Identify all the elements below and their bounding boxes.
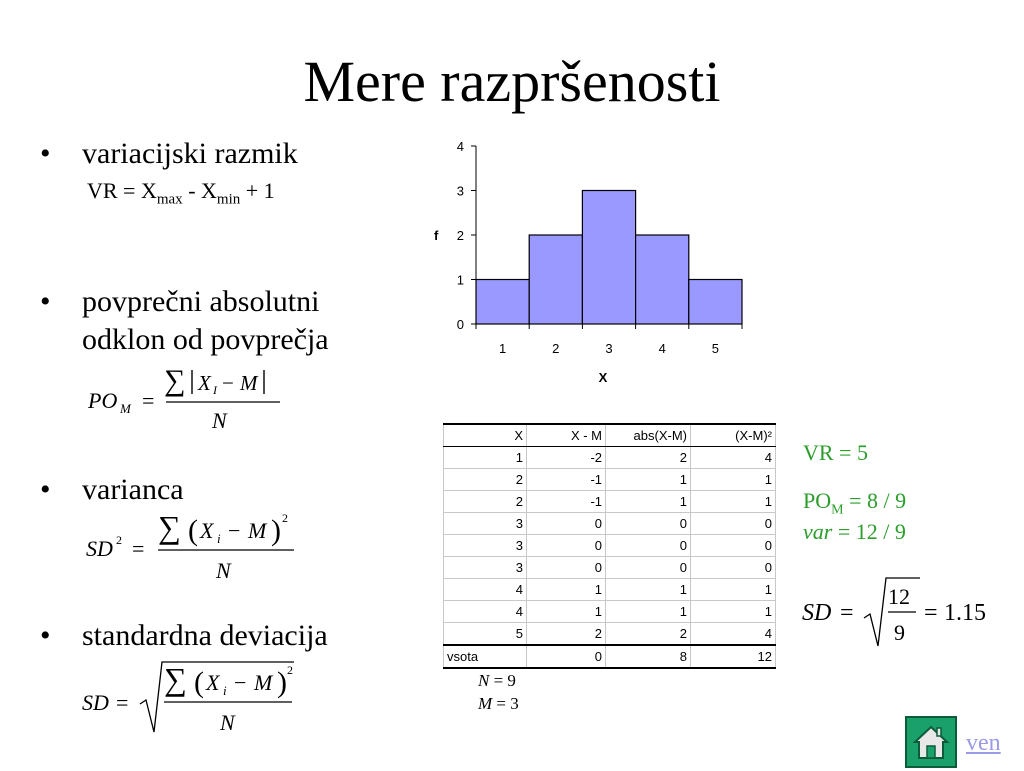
svg-text:(: ( [194, 666, 204, 699]
frequency-histogram [420, 130, 760, 390]
variance-result: var = 12 / 9 [803, 519, 906, 544]
svg-text:=: = [840, 600, 854, 626]
m-value: M = 3 [478, 694, 519, 713]
column-header: abs(X-M) [606, 424, 691, 447]
svg-text:M: M [248, 518, 267, 543]
deviation-table [443, 423, 776, 669]
bullet-label: variacijski razmik [82, 137, 298, 170]
column-header: X - M [527, 424, 606, 447]
table-cell: -1 [527, 469, 606, 491]
svg-text:9: 9 [894, 620, 905, 645]
svg-text:2: 2 [282, 511, 288, 525]
histogram-bar [636, 235, 689, 324]
sd-result-formula [800, 574, 1000, 654]
x-tick-label: 4 [658, 341, 666, 356]
svg-text:): ) [277, 666, 287, 699]
svg-text:=: = [924, 600, 938, 626]
po-result: $PO_M = 8 / 9$ [803, 488, 907, 518]
svg-text:X: X [206, 670, 220, 695]
column-header: (X-M)² [691, 424, 776, 447]
table-cell: 1 [527, 579, 606, 601]
table-header-row [444, 424, 776, 447]
svg-text:PO: PO [88, 388, 118, 413]
standard-deviation-formula [80, 654, 310, 738]
svg-text:∑: ∑ [164, 661, 187, 697]
x-tick-label: 3 [605, 341, 613, 356]
svg-text:M: M [240, 371, 258, 395]
svg-text:=: = [142, 388, 155, 413]
sum-row [444, 645, 776, 668]
svg-text:): ) [271, 514, 281, 547]
table-cell: -1 [527, 491, 606, 513]
home-icon [907, 718, 955, 766]
table-cell: 2 [527, 623, 606, 646]
table-cell: 0 [527, 557, 606, 579]
home-button[interactable] [905, 716, 957, 768]
svg-text:SD: SD [802, 600, 832, 626]
table-row [444, 491, 776, 513]
variance-formula [84, 506, 304, 586]
svg-text:M: M [120, 401, 131, 416]
svg-text:=: = [116, 690, 129, 715]
svg-text:i: i [223, 683, 227, 698]
svg-text:SD: SD [86, 536, 113, 561]
y-tick-label: 2 [456, 228, 464, 243]
table-row [444, 579, 776, 601]
svg-text:SD: SD [82, 690, 109, 715]
svg-text:N: N [212, 408, 227, 433]
svg-text:2: 2 [287, 663, 293, 677]
svg-text:12: 12 [888, 584, 910, 609]
svg-text:1.15: 1.15 [944, 600, 986, 626]
table-cell: 4 [444, 579, 527, 601]
svg-text:∑: ∑ [164, 364, 186, 397]
table-row [444, 513, 776, 535]
n-value: N = 9 [478, 671, 516, 690]
table-cell: 0 [606, 535, 691, 557]
sum-cell: 12 [691, 645, 776, 668]
svg-text:−: − [222, 371, 234, 395]
y-tick-label: 1 [456, 272, 464, 288]
y-tick-label: 0 [456, 317, 464, 332]
table-cell: 0 [691, 513, 776, 535]
table-cell: 2 [606, 623, 691, 646]
histogram-bar [529, 235, 582, 324]
vr-formula: VR = $X_{max} - X_{min} + 1$ [87, 178, 275, 208]
svg-text:=: = [132, 536, 145, 561]
po-formula [84, 362, 294, 438]
table-row [444, 601, 776, 623]
y-tick-label: 3 [456, 183, 464, 199]
histogram-bar [582, 191, 635, 325]
table-cell: 5 [444, 623, 527, 646]
exit-link[interactable]: ven [966, 730, 1001, 756]
histogram-bar [689, 280, 742, 325]
table-row [444, 469, 776, 491]
x-axis-label: X [598, 370, 608, 385]
table-cell: -2 [527, 447, 606, 469]
table-cell: 1 [606, 601, 691, 623]
table-row [444, 557, 776, 579]
bullet-label: povprečni absolutni [82, 285, 320, 318]
table-cell: 2 [444, 491, 527, 513]
svg-text:I: I [213, 383, 217, 397]
sum-label: vsota [444, 645, 527, 668]
table-cell: 1 [606, 491, 691, 513]
sum-cell: 0 [527, 645, 606, 668]
bullet-label: varianca [82, 473, 184, 506]
y-tick-label: 4 [456, 139, 464, 154]
svg-text:(: ( [188, 514, 198, 547]
table-cell: 1 [606, 469, 691, 491]
table-cell: 0 [527, 513, 606, 535]
sum-cell: 8 [606, 645, 691, 668]
table-cell: 0 [606, 513, 691, 535]
svg-text:∑: ∑ [158, 509, 181, 545]
page-title: Mere razpršenosti [303, 49, 721, 114]
svg-text:X: X [198, 371, 211, 395]
table-cell: 0 [691, 535, 776, 557]
table-cell: 4 [691, 623, 776, 646]
bullet-dot: • [40, 285, 51, 318]
table-cell: 1 [691, 491, 776, 513]
column-header: X [444, 424, 527, 447]
table-cell: 2 [444, 469, 527, 491]
bullet-dot: • [40, 137, 51, 170]
table-cell: 3 [444, 513, 527, 535]
x-tick-label: 2 [552, 341, 560, 356]
y-axis-label: f [434, 228, 439, 243]
table-cell: 1 [606, 579, 691, 601]
bullet-dot: • [40, 473, 51, 506]
x-tick-label: 5 [711, 341, 720, 356]
table-cell: 3 [444, 535, 527, 557]
bullet-label: standardna deviacija [82, 619, 328, 652]
table-cell: 1 [444, 447, 527, 469]
bullet-label: odklon od povprečja [82, 323, 329, 356]
table-cell: 0 [691, 557, 776, 579]
table-cell: 0 [606, 557, 691, 579]
table-cell: 0 [527, 535, 606, 557]
table-cell: 2 [606, 447, 691, 469]
table-row [444, 623, 776, 646]
svg-text:−: − [228, 518, 241, 543]
table-cell: 1 [527, 601, 606, 623]
table-row [444, 447, 776, 469]
table-cell: 1 [691, 469, 776, 491]
svg-text:M: M [254, 670, 273, 695]
vr-result: VR = 5 [803, 440, 868, 465]
table-row [444, 535, 776, 557]
svg-text:−: − [234, 670, 247, 695]
svg-text:N: N [220, 710, 235, 735]
table-cell: 4 [691, 447, 776, 469]
svg-text:N: N [216, 558, 231, 583]
x-tick-label: 1 [498, 341, 507, 356]
svg-text:X: X [200, 518, 214, 543]
table-cell: 4 [444, 601, 527, 623]
table-cell: 3 [444, 557, 527, 579]
bullet-dot: • [40, 619, 51, 652]
svg-text:i: i [217, 531, 221, 546]
svg-text:2: 2 [116, 533, 122, 547]
table-cell: 1 [691, 579, 776, 601]
table-cell: 1 [691, 601, 776, 623]
histogram-bar [476, 280, 529, 325]
